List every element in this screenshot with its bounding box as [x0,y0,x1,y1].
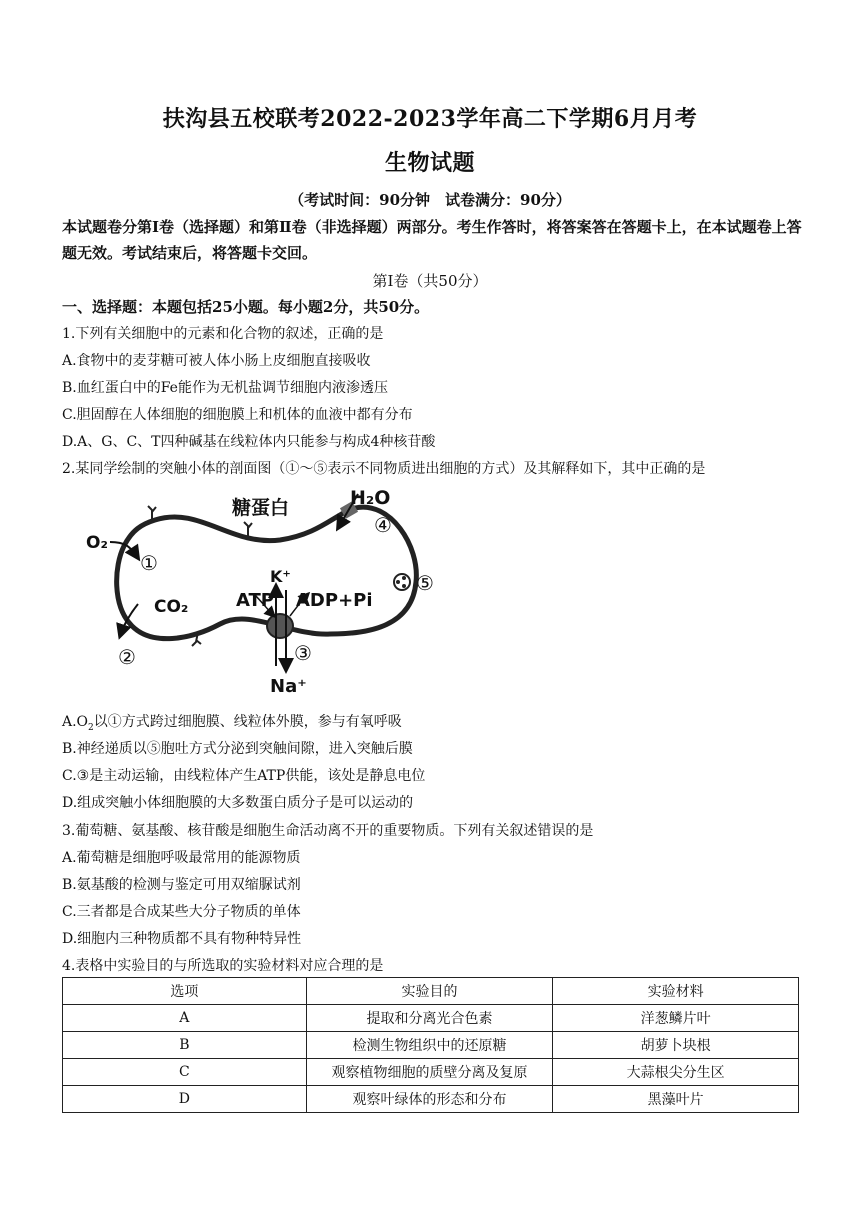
table-header-row [63,978,799,1005]
q2-option-b: B.神经递质以⑤胞吐方式分泌到突触间隙，进入突触后膜 [62,741,413,757]
table-cell: 观察植物细胞的质壁分离及复原 [306,1059,553,1086]
glycoprotein-icon [148,506,252,646]
q1-option-a: A.食物中的麦芽糖可被人体小肠上皮细胞直接吸收 [62,353,371,369]
table-cell: 检测生物组织中的还原糖 [306,1032,553,1059]
q2-stem: 2.某同学绘制的突触小体的剖面图（①～⑤表示不同物质进出细胞的方式）及其解释如下，其中正确的是 [62,461,706,477]
label-k: K⁺ [270,567,291,586]
table-cell: B [63,1032,307,1059]
marker-2: ② [118,645,136,669]
label-adp: ADP+Pi [296,590,373,611]
table-cell: 洋葱鳞片叶 [553,1005,799,1032]
table-cell: 提取和分离光合色素 [306,1005,553,1032]
q3-stem: 3.葡萄糖、氨基酸、核苷酸是细胞生命活动离不开的重要物质。下列有关叙述错误的是 [62,823,594,839]
label-oxygen: O₂ [86,533,108,553]
table-cell: 黑藻叶片 [553,1086,799,1113]
q4-table [62,977,799,1113]
table-header-material: 实验材料 [553,978,799,1005]
label-co2: CO₂ [154,597,189,617]
marker-5: ⑤ [416,571,434,595]
q3-option-c: C.三者都是合成某些大分子物质的单体 [62,904,301,920]
instructions: 本试题卷分第Ⅰ卷（选择题）和第Ⅱ卷（非选择题）两部分。考生作答时，将答案答在答题卡上，在本试题卷上答题无效。考试结束后，将答题卡交回。 [62,218,802,262]
table-cell: 大蒜根尖分生区 [553,1059,799,1086]
q2-option-d: D.组成突触小体细胞膜的大多数蛋白质分子是可以运动的 [62,795,414,811]
q3-option-a: A.葡萄糖是细胞呼吸最常用的能源物质 [62,850,301,866]
q1-option-d: D.A、G、C、T四种碱基在线粒体内只能参与构成4种核苷酸 [62,434,436,450]
exam-title: 扶沟县五校联考2022-2023学年高二下学期6月月考 [162,106,698,132]
marker-1: ① [140,551,158,575]
table-cell: 胡萝卜块根 [553,1032,799,1059]
marker-4: ④ [374,513,392,537]
table-cell: C [63,1059,307,1086]
table-row [63,1059,799,1086]
q3-option-b: B.氨基酸的检测与鉴定可用双缩脲试剂 [62,877,301,893]
q2-option-a-prefix: A.O [62,714,89,730]
q3-option-d: D.细胞内三种物质都不具有物种特异性 [62,931,302,947]
marker-3: ③ [294,641,312,665]
carrier-protein-icon [267,614,293,638]
label-atp: ATP [236,590,275,611]
label-na: Na⁺ [270,676,307,697]
label-water: H₂O [350,487,391,509]
table-header-purpose: 实验目的 [306,978,553,1005]
table-row [63,1086,799,1113]
table-header-option: 选项 [63,978,307,1005]
q2-option-a [62,711,402,733]
q1-stem: 1.下列有关细胞中的元素和化合物的叙述，正确的是 [62,326,384,342]
synapse-diagram [80,486,440,702]
table-row [63,1005,799,1032]
exam-subtitle: 生物试题 [384,150,475,176]
q2-option-a-text: 以①方式跨过细胞膜、线粒体外膜，参与有氧呼吸 [93,714,402,730]
table-cell: A [63,1005,307,1032]
label-glycoprotein: 糖蛋白 [232,497,290,519]
part1-heading: 第Ⅰ卷（共50分） [372,272,488,290]
q4-stem: 4.表格中实验目的与所选取的实验材料对应合理的是 [62,958,384,974]
q2-option-a-subscript: 2 [88,722,94,733]
synapse-membrane [117,507,417,639]
q1-option-c: C.胆固醇在人体细胞的细胞膜上和机体的血液中都有分布 [62,407,413,423]
table-row [63,1032,799,1059]
exam-info: （考试时间：90分钟 试卷满分：90分） [289,191,571,209]
table-cell: D [63,1086,307,1113]
q2-option-c: C.③是主动运输，由线粒体产生ATP供能，该处是静息电位 [62,768,426,784]
table-cell: 观察叶绿体的形态和分布 [306,1086,553,1113]
section1-heading: 一、选择题：本题包括25小题。每小题2分，共50分。 [62,298,430,316]
q1-option-b: B.血红蛋白中的Fe能作为无机盐调节细胞内液渗透压 [62,380,388,396]
